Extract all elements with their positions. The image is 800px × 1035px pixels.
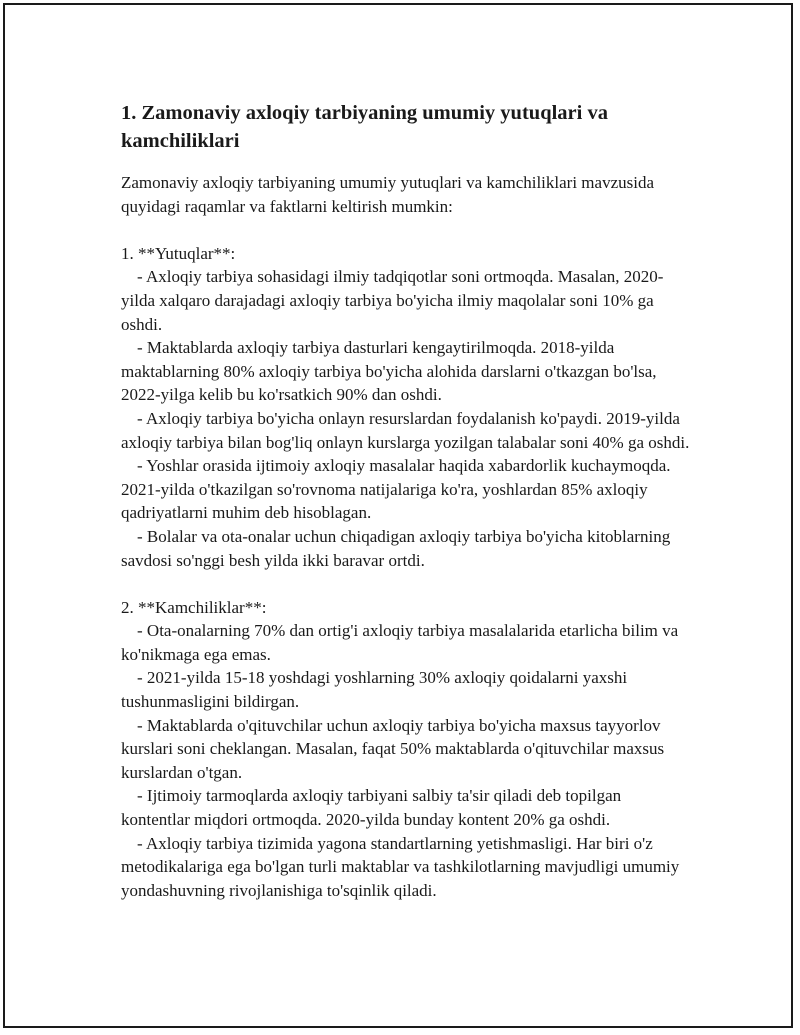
spacer [121,218,691,242]
document-content [121,99,691,902]
list-item: - Ijtimoiy tarmoqlarda axloqiy tarbiyani salbiy ta'sir qiladi deb topilgan kontentlar miqdori ortmoqda. 2020-yilda bunday kontent 20% ga oshdi. [121,786,622,830]
list-item: - Axloqiy tarbiya bo'yicha onlayn resurslardan foydalanish ko'paydi. 2019-yilda axloqiy tarbiya bilan bog'liq onlayn kurslarga yozilgan talabalar soni 40% ga oshdi. [121,408,690,452]
list-item: - Ota-onalarning 70% dan ortig'i axloqiy tarbiya masalalarida etarlicha bilim va ko'nikmaga ega emas. [121,621,679,664]
section-heading-achievements: 1. **Yutuqlar**: [121,243,236,263]
list-item: - Axloqiy tarbiya sohasidagi ilmiy tadqiqotlar soni ortmoqda. Masalan, 2020-yilda xalqaro darajadagi axloqiy tarbiya bo'yicha ilmiy maqolalar soni 10% ga oshdi. [121,267,664,334]
spacer [121,572,691,596]
intro-paragraph: Zamonaviy axloqiy tarbiyaning umumiy yutuqlari va kamchiliklari mavzusida quyidagi raqamlar va faktlarni keltirish mumkin: [121,173,655,216]
list-item: - Yoshlar orasida ijtimoiy axloqiy masalalar haqida xabardorlik kuchaymoqda. 2021-yilda o'tkazilgan so'rovnoma natijalariga ko'ra, yoshlardan 85% axloqiy qadriyatlarni muhim deb hisoblagan. [121,456,671,523]
list-item: - 2021-yilda 15-18 yoshdagi yoshlarning 30% axloqiy qoidalarni yaxshi tushunmasligini bildirgan. [121,668,628,712]
document-title: 1. Zamonaviy axloqiy tarbiyaning umumiy yutuqlari va kamchiliklari [121,102,608,152]
document-page [3,3,793,1028]
list-item: - Axloqiy tarbiya tizimida yagona standartlarning yetishmasligi. Har biri o'z metodikalariga ega bo'lgan turli maktablar va tashkilotlarning mavjudligi umumiy yondashuvning rivojlanishiga to'sqinlik qiladi. [121,833,680,900]
list-item: - Bolalar va ota-onalar uchun chiqadigan axloqiy tarbiya bo'yicha kitoblarning savdosi so'nggi besh yilda ikki baravar ortdi. [121,526,671,570]
list-item: - Maktablarda o'qituvchilar uchun axloqiy tarbiya bo'yicha maxsus tayyorlov kurslari soni cheklangan. Masalan, faqat 50% maktablarda o'qituvchilar maxsus kurslardan o'tgan. [121,715,665,782]
list-item: - Maktablarda axloqiy tarbiya dasturlari kengaytirilmoqda. 2018-yilda maktablarning 80% axloqiy tarbiya bo'yicha alohida darslarni o'tkazgan bo'lsa, 2022-yilga kelib bu ko'rsatkich 90% dan oshdi. [121,338,657,405]
section-heading-shortcomings: 2. **Kamchiliklar**: [121,597,267,617]
